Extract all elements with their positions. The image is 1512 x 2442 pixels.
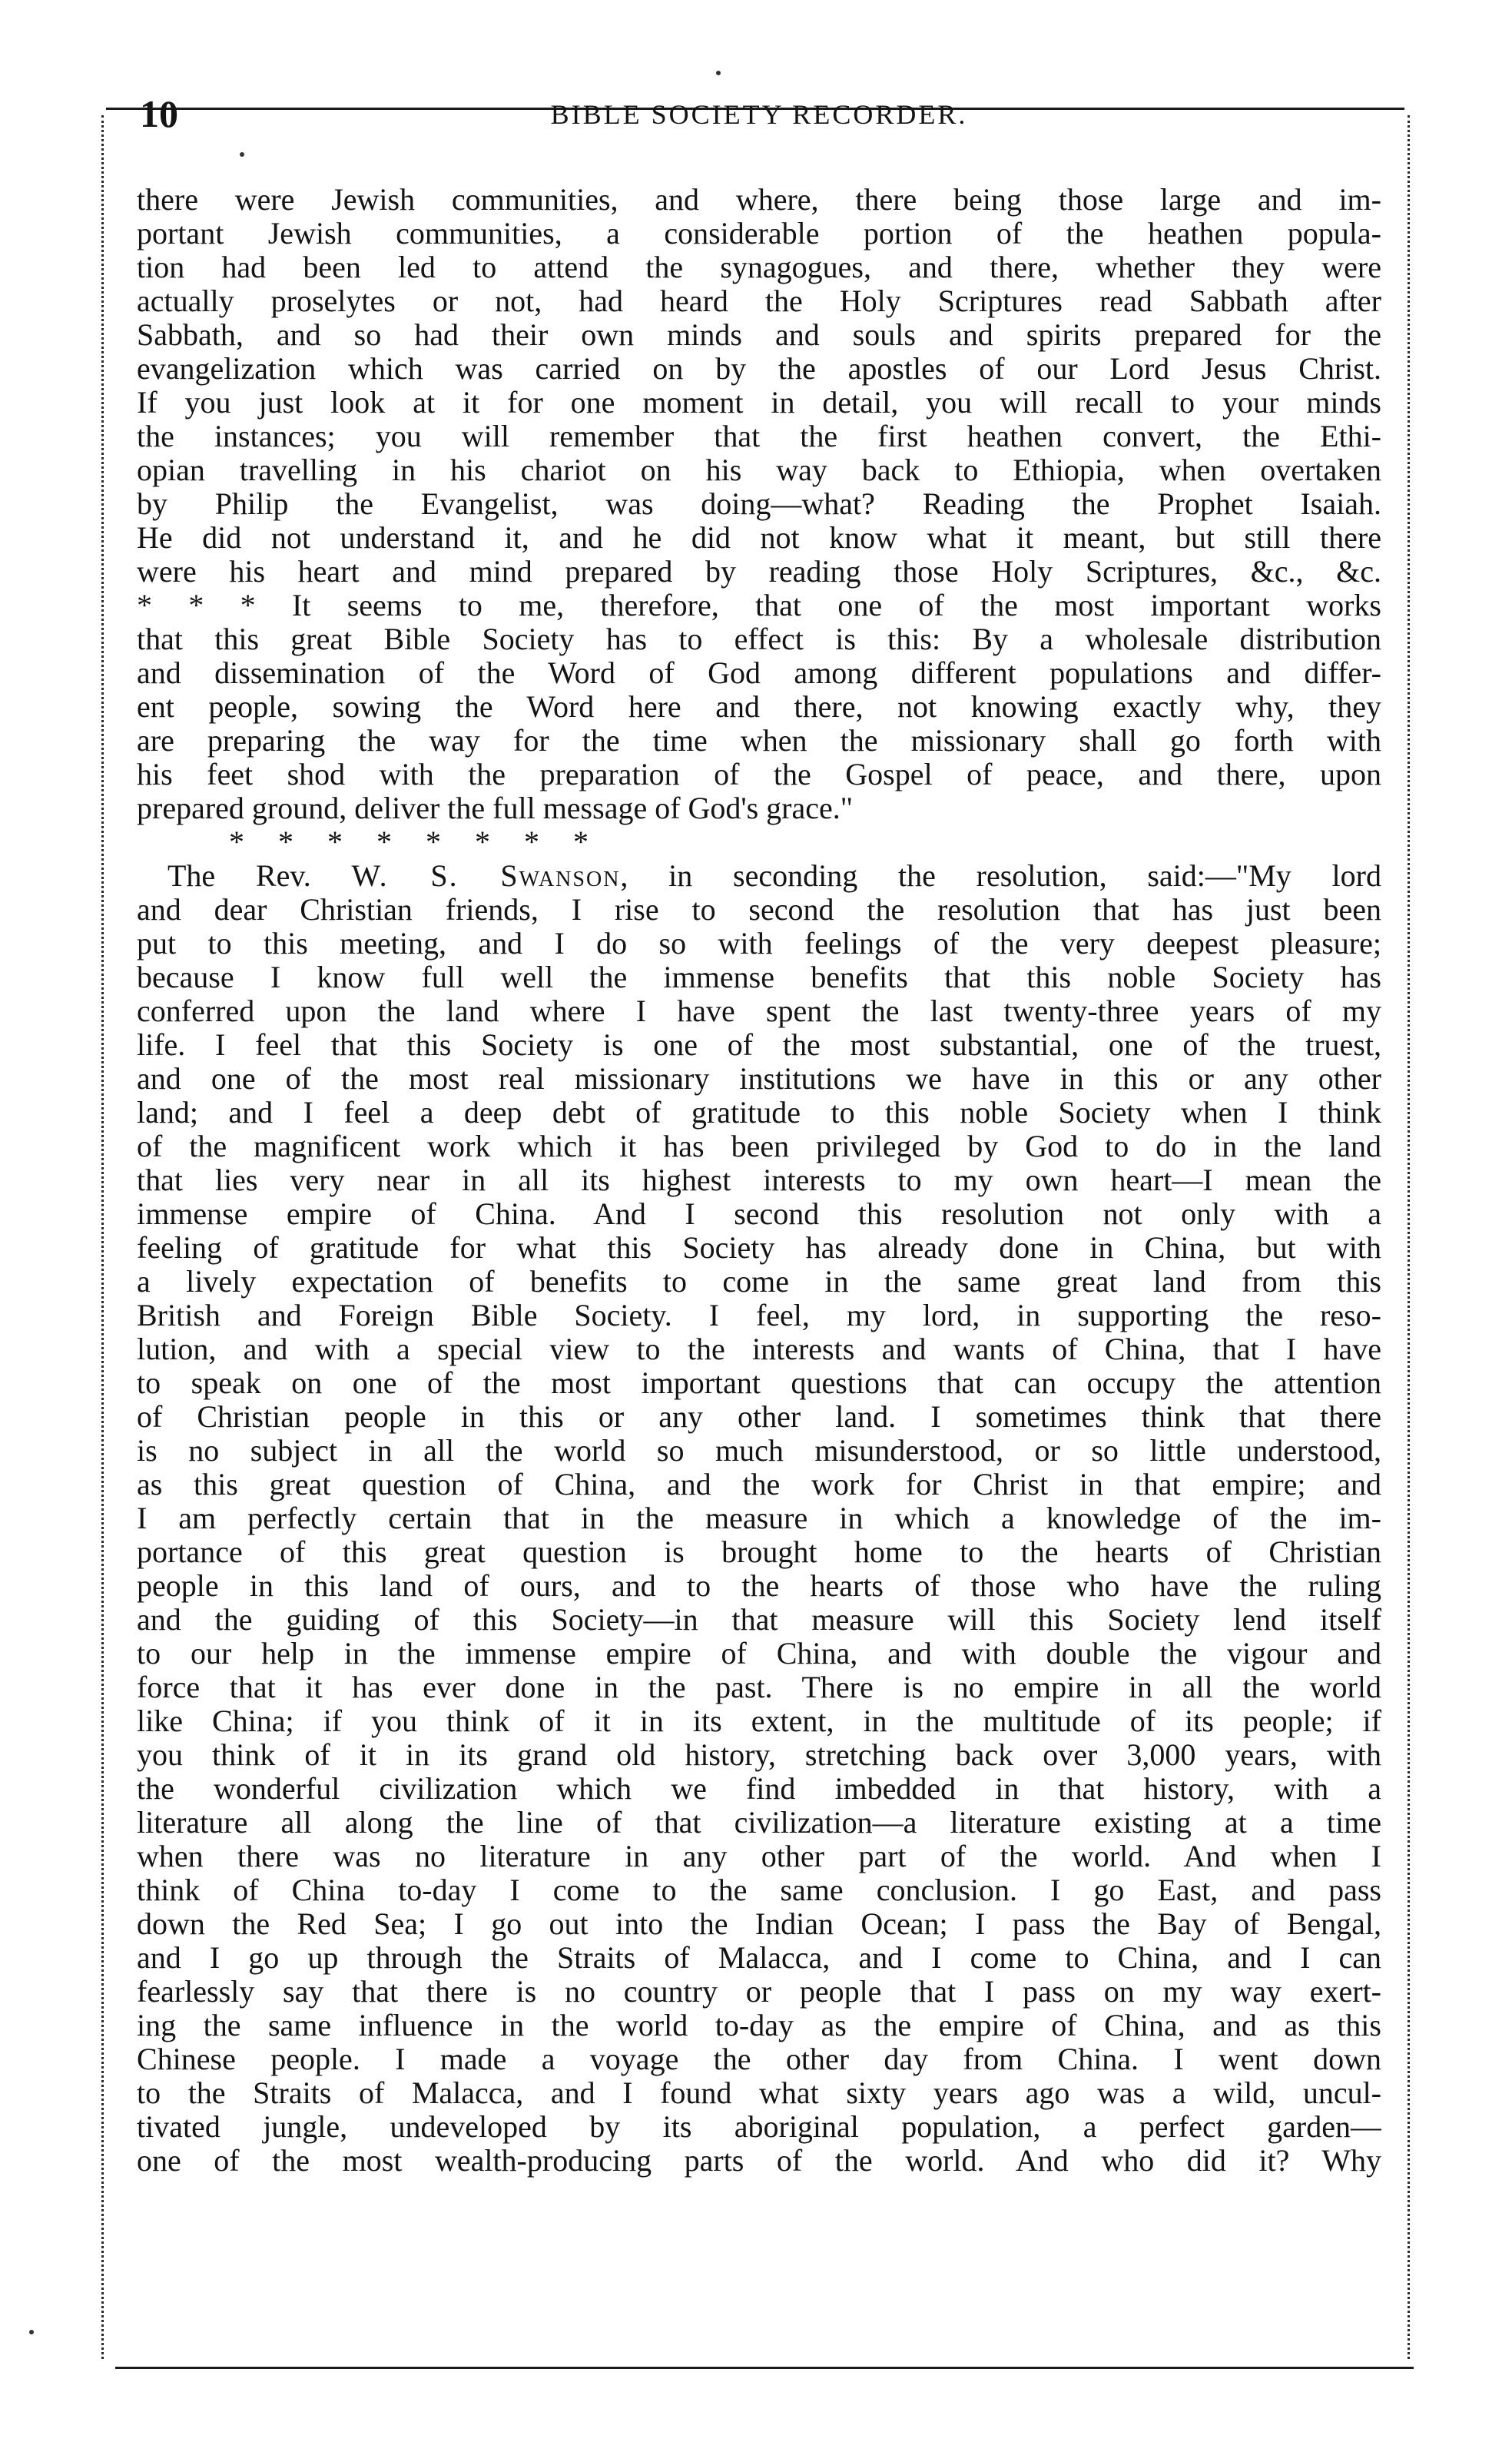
text-line: of the magnificent work which it has been privileged by God to do in the land (137, 1130, 1381, 1163)
text-line: and I go up through the Straits of Malacca, and I come to China, and I can (137, 1941, 1381, 1975)
text-line: land; and I feel a deep debt of gratitude to this noble Society when I think (137, 1096, 1381, 1130)
text-line: put to this meeting, and I do so with feelings of the very deepest pleasure; (137, 927, 1381, 961)
page-number: 10 (140, 92, 178, 135)
text-line: and dissemination of the Word of God among different populations and differ- (137, 656, 1381, 690)
text-line: He did not understand it, and he did not know what it meant, but still there (137, 521, 1381, 555)
right-margin-line (1408, 115, 1410, 2359)
text-line: by Philip the Evangelist, was doing—what? Reading the Prophet Isaiah. (137, 487, 1381, 521)
text-line: British and Foreign Bible Society. I feel, my lord, in supporting the reso- (137, 1299, 1381, 1332)
text-line: force that it has ever done in the past. There is no empire in all the world (137, 1671, 1381, 1704)
text-line: that this great Bible Society has to effect is this: By a wholesale distribution (137, 622, 1381, 656)
text-line: and dear Christian friends, I rise to second the resolution that has just been (137, 893, 1381, 927)
text-line: one of the most wealth-producing parts of the world. And who did it? Why (137, 2144, 1381, 2178)
text-line: tivated jungle, undeveloped by its aboriginal population, a perfect garden— (137, 2110, 1381, 2144)
text-line: down the Red Sea; I go out into the Indian Ocean; I pass the Bay of Bengal, (137, 1907, 1381, 1941)
text-line: to the Straits of Malacca, and I found what sixty years ago was a wild, uncul- (137, 2076, 1381, 2110)
text-line (137, 859, 1381, 893)
text-line: literature all along the line of that civilization—a literature existing at a time (137, 1806, 1381, 1840)
text-line: * * * It seems to me, therefore, that one of the most important works (137, 589, 1381, 622)
text-line: the instances; you will remember that the first heathen convert, the Ethi- (137, 420, 1381, 453)
print-speck (240, 152, 244, 157)
text-line: there were Jewish communities, and where, there being those large and im- (137, 183, 1381, 217)
text-line: that lies very near in all its highest interests to my own heart—I mean the (137, 1163, 1381, 1197)
text-line: portance of this great question is brought home to the hearts of Christian (137, 1535, 1381, 1569)
print-speck (29, 2330, 34, 2334)
print-speck (716, 71, 721, 75)
text-line: immense empire of China. And I second this resolution not only with a (137, 1197, 1381, 1231)
text-line: life. I feel that this Society is one of the most substantial, one of the truest, (137, 1028, 1381, 1062)
text-line: are preparing the way for the time when the missionary shall go forth with (137, 724, 1381, 758)
text-line: people in this land of ours, and to the hearts of those who have the ruling (137, 1569, 1381, 1603)
text-line: and one of the most real missionary institutions we have in this or any other (137, 1062, 1381, 1096)
speaker-prefix: The Rev. (167, 859, 352, 893)
text-line: is no subject in all the world so much misunderstood, or so little understood, (137, 1434, 1381, 1468)
section-separator: * * * * * * * * (229, 825, 589, 859)
text-line: ing the same influence in the world to-day as the empire of China, and as this (137, 2009, 1381, 2042)
text-line: when there was no literature in any other part of the world. And when I (137, 1840, 1381, 1873)
article-body (137, 183, 1381, 2178)
text-line: were his heart and mind prepared by reading those Holy Scriptures, &c., &c. (137, 555, 1381, 589)
speaker-name: W. S. Swanson (351, 859, 621, 893)
text-line: actually proselytes or not, had heard the Holy Scriptures read Sabbath after (137, 284, 1381, 318)
text-line: because I know full well the immense benefits that this noble Society has (137, 961, 1381, 994)
bottom-rule (115, 2367, 1414, 2369)
text-line: ent people, sowing the Word here and there, not knowing exactly why, they (137, 690, 1381, 724)
text-line: lution, and with a special view to the interests and wants of China, that I have (137, 1332, 1381, 1366)
text-line: opian travelling in his chariot on his way back to Ethiopia, when overtaken (137, 453, 1381, 487)
text-line: his feet shod with the preparation of the Gospel of peace, and there, upon (137, 758, 1381, 791)
text-line: as this great question of China, and the work for Christ in that empire; and (137, 1468, 1381, 1501)
text-line: Chinese people. I made a voyage the other day from China. I went down (137, 2042, 1381, 2076)
speech-opening: , in seconding the resolution, said:—"My lord (620, 859, 1381, 893)
text-line: tion had been led to attend the synagogues, and there, whether they were (137, 251, 1381, 284)
left-margin-line (101, 115, 104, 2359)
text-line: a lively expectation of benefits to come in the same great land from this (137, 1265, 1381, 1299)
text-line: Sabbath, and so had their own minds and souls and spirits prepared for the (137, 318, 1381, 352)
text-line: of Christian people in this or any other land. I sometimes think that there (137, 1400, 1381, 1434)
text-line: portant Jewish communities, a considerable portion of the heathen popula- (137, 217, 1381, 251)
text-line: prepared ground, deliver the full message of God's grace." (137, 791, 854, 825)
running-title: BIBLE SOCIETY RECORDER. (550, 99, 968, 130)
text-line: evangelization which was carried on by the apostles of our Lord Jesus Christ. (137, 352, 1381, 386)
text-line: think of China to-day I come to the same conclusion. I go East, and pass (137, 1873, 1381, 1907)
text-line: to speak on one of the most important questions that can occupy the attention (137, 1366, 1381, 1400)
text-line: you think of it in its grand old history, stretching back over 3,000 years, with (137, 1738, 1381, 1772)
text-line: the wonderful civilization which we find imbedded in that history, with a (137, 1772, 1381, 1806)
text-line: I am perfectly certain that in the measure in which a knowledge of the im- (137, 1501, 1381, 1535)
text-line: If you just look at it for one moment in detail, you will recall to your minds (137, 386, 1381, 420)
text-line: fearlessly say that there is no country or people that I pass on my way exert- (137, 1975, 1381, 2009)
text-line: conferred upon the land where I have spent the last twenty-three years of my (137, 994, 1381, 1028)
text-line: like China; if you think of it in its extent, in the multitude of its people; if (137, 1704, 1381, 1738)
page-header (129, 83, 1389, 137)
text-line: to our help in the immense empire of China, and with double the vigour and (137, 1637, 1381, 1671)
text-line: feeling of gratitude for what this Society has already done in China, but with (137, 1231, 1381, 1265)
text-line: and the guiding of this Society—in that measure will this Society lend itself (137, 1603, 1381, 1637)
